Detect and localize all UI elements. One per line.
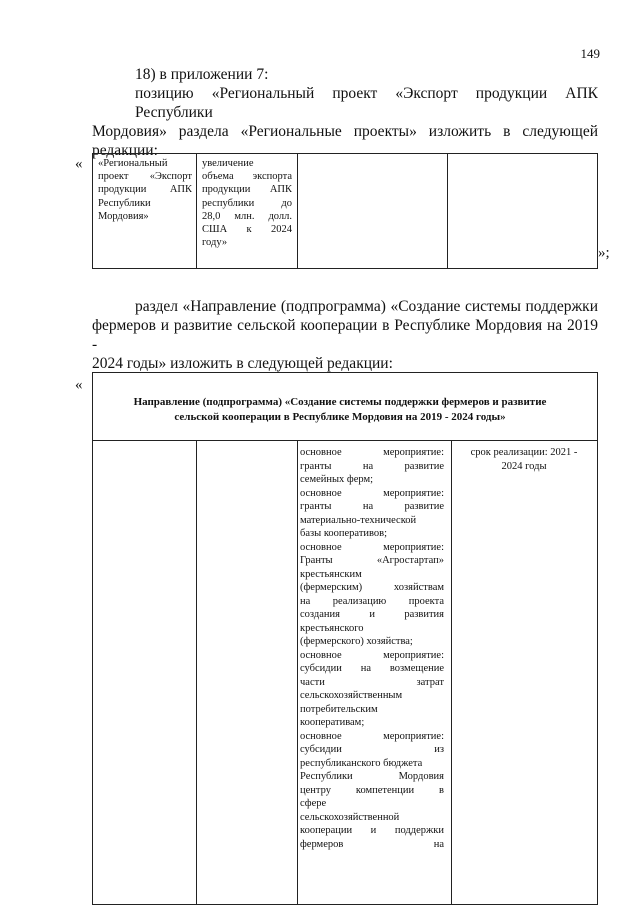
table-1-target-line: объема экспорта: [202, 171, 292, 183]
table-1-target-text: [202, 157, 292, 249]
activity-line: субсидии на возмещение: [300, 663, 444, 674]
activity-line: материально-технической: [300, 514, 417, 526]
activity-line: фермеров на: [300, 838, 444, 850]
activity-line: сельскохозяйственным: [300, 690, 403, 701]
activity-line: сельскохозяйственной: [300, 811, 400, 823]
activity-line: Республики Мордовия: [300, 771, 444, 782]
period-line: срок реализации: 2021 -: [470, 447, 578, 458]
table-1-project-line: «Региональный: [98, 158, 168, 169]
activity-line: основное мероприятие:: [300, 541, 444, 553]
activity-line: (фермерского) хозяйства;: [300, 636, 413, 647]
activity-line: крестьянским: [300, 568, 362, 580]
activity-line: (фермерским) хозяйствам: [300, 582, 444, 593]
table-2-cell-1: [93, 441, 197, 905]
table-1-project-line: проект «Экспорт: [98, 171, 192, 183]
table-1-target-line: году»: [202, 237, 228, 249]
table-2-period-text: [452, 446, 596, 473]
table-1-target-line: увеличение: [202, 158, 254, 169]
paragraph-2-line: 2024 годы» изложить в следующей редакции:: [92, 355, 393, 372]
activity-line: основное мероприятие:: [300, 487, 444, 499]
activity-line: части затрат: [300, 676, 444, 688]
table-1-target-line: США к 2024: [202, 224, 292, 236]
activity-line: гранты на развитие: [300, 460, 444, 472]
table-1-project-text: [98, 157, 192, 223]
paragraph-1-line: позицию «Региональный проект «Экспорт продукции АПК Республики: [135, 85, 598, 121]
activity-line: субсидии из: [300, 744, 444, 755]
table-2-activities-text: [300, 446, 444, 851]
table-2-header-line: сельской кооперации в Республике Мордовия на 2019 - 2024 годы»: [174, 411, 506, 423]
activity-line: сфере: [300, 798, 327, 809]
table-1-target-line: продукции АПК: [202, 184, 292, 196]
activity-line: семейных ферм;: [300, 474, 374, 485]
quote-open-mark-2: «: [75, 377, 83, 393]
table-1-cell-empty: [448, 154, 598, 269]
quote-close-mark: »;: [598, 245, 610, 261]
table-1-target-line: республики до: [202, 197, 292, 209]
table-2-header-text: [100, 395, 580, 425]
page-number: 149: [580, 46, 600, 61]
table-1-project-line: продукции АПК: [98, 184, 192, 196]
activity-line: кооперативам;: [300, 717, 365, 728]
activity-line: базы кооперативов;: [300, 528, 388, 539]
activity-line: гранты на развитие: [300, 501, 444, 512]
paragraph-2-line: фермеров и развитие сельской кооперации в Республике Мордовия на 2019 -: [92, 317, 598, 353]
quote-open-mark: «: [75, 156, 83, 172]
activity-line: крестьянского: [300, 622, 364, 634]
paragraph-1: [92, 84, 598, 160]
period-line: 2024 годы: [501, 460, 547, 472]
activity-line: основное мероприятие:: [300, 730, 444, 742]
activity-line: центру компетенции в: [300, 784, 444, 796]
table-2-cell-period: [452, 441, 598, 905]
paragraph-2: [92, 297, 598, 373]
table-2-cell-2: [197, 441, 298, 905]
item-heading: 18) в приложении 7:: [135, 66, 269, 83]
table-2-header-line: Направление (подпрограмма) «Создание системы поддержки фермеров и развитие: [133, 396, 547, 408]
activity-line: кооперации и поддержки: [300, 825, 444, 836]
activity-line: Гранты «Агростартап»: [300, 555, 444, 566]
paragraph-1-line: Мордовия» раздела «Региональные проекты» изложить в следующей: [92, 123, 598, 140]
table-1-project-line: Республики: [98, 197, 151, 209]
table-1-cell-empty: [298, 154, 448, 269]
activity-line: основное мероприятие:: [300, 447, 444, 458]
activity-line: республиканского бюджета: [300, 757, 423, 769]
table-1-target-line: 28,0 млн. долл.: [202, 210, 292, 222]
activity-line: потребительским: [300, 703, 378, 715]
table-1-project-line: Мордовия»: [98, 210, 149, 222]
activity-line: на реализацию проекта: [300, 595, 444, 607]
activity-line: основное мероприятие:: [300, 649, 444, 661]
paragraph-2-line: раздел «Направление (подпрограмма) «Создание системы поддержки: [135, 298, 598, 315]
paragraph-1-line: редакции:: [92, 142, 158, 159]
activity-line: создания и развития: [300, 609, 444, 620]
